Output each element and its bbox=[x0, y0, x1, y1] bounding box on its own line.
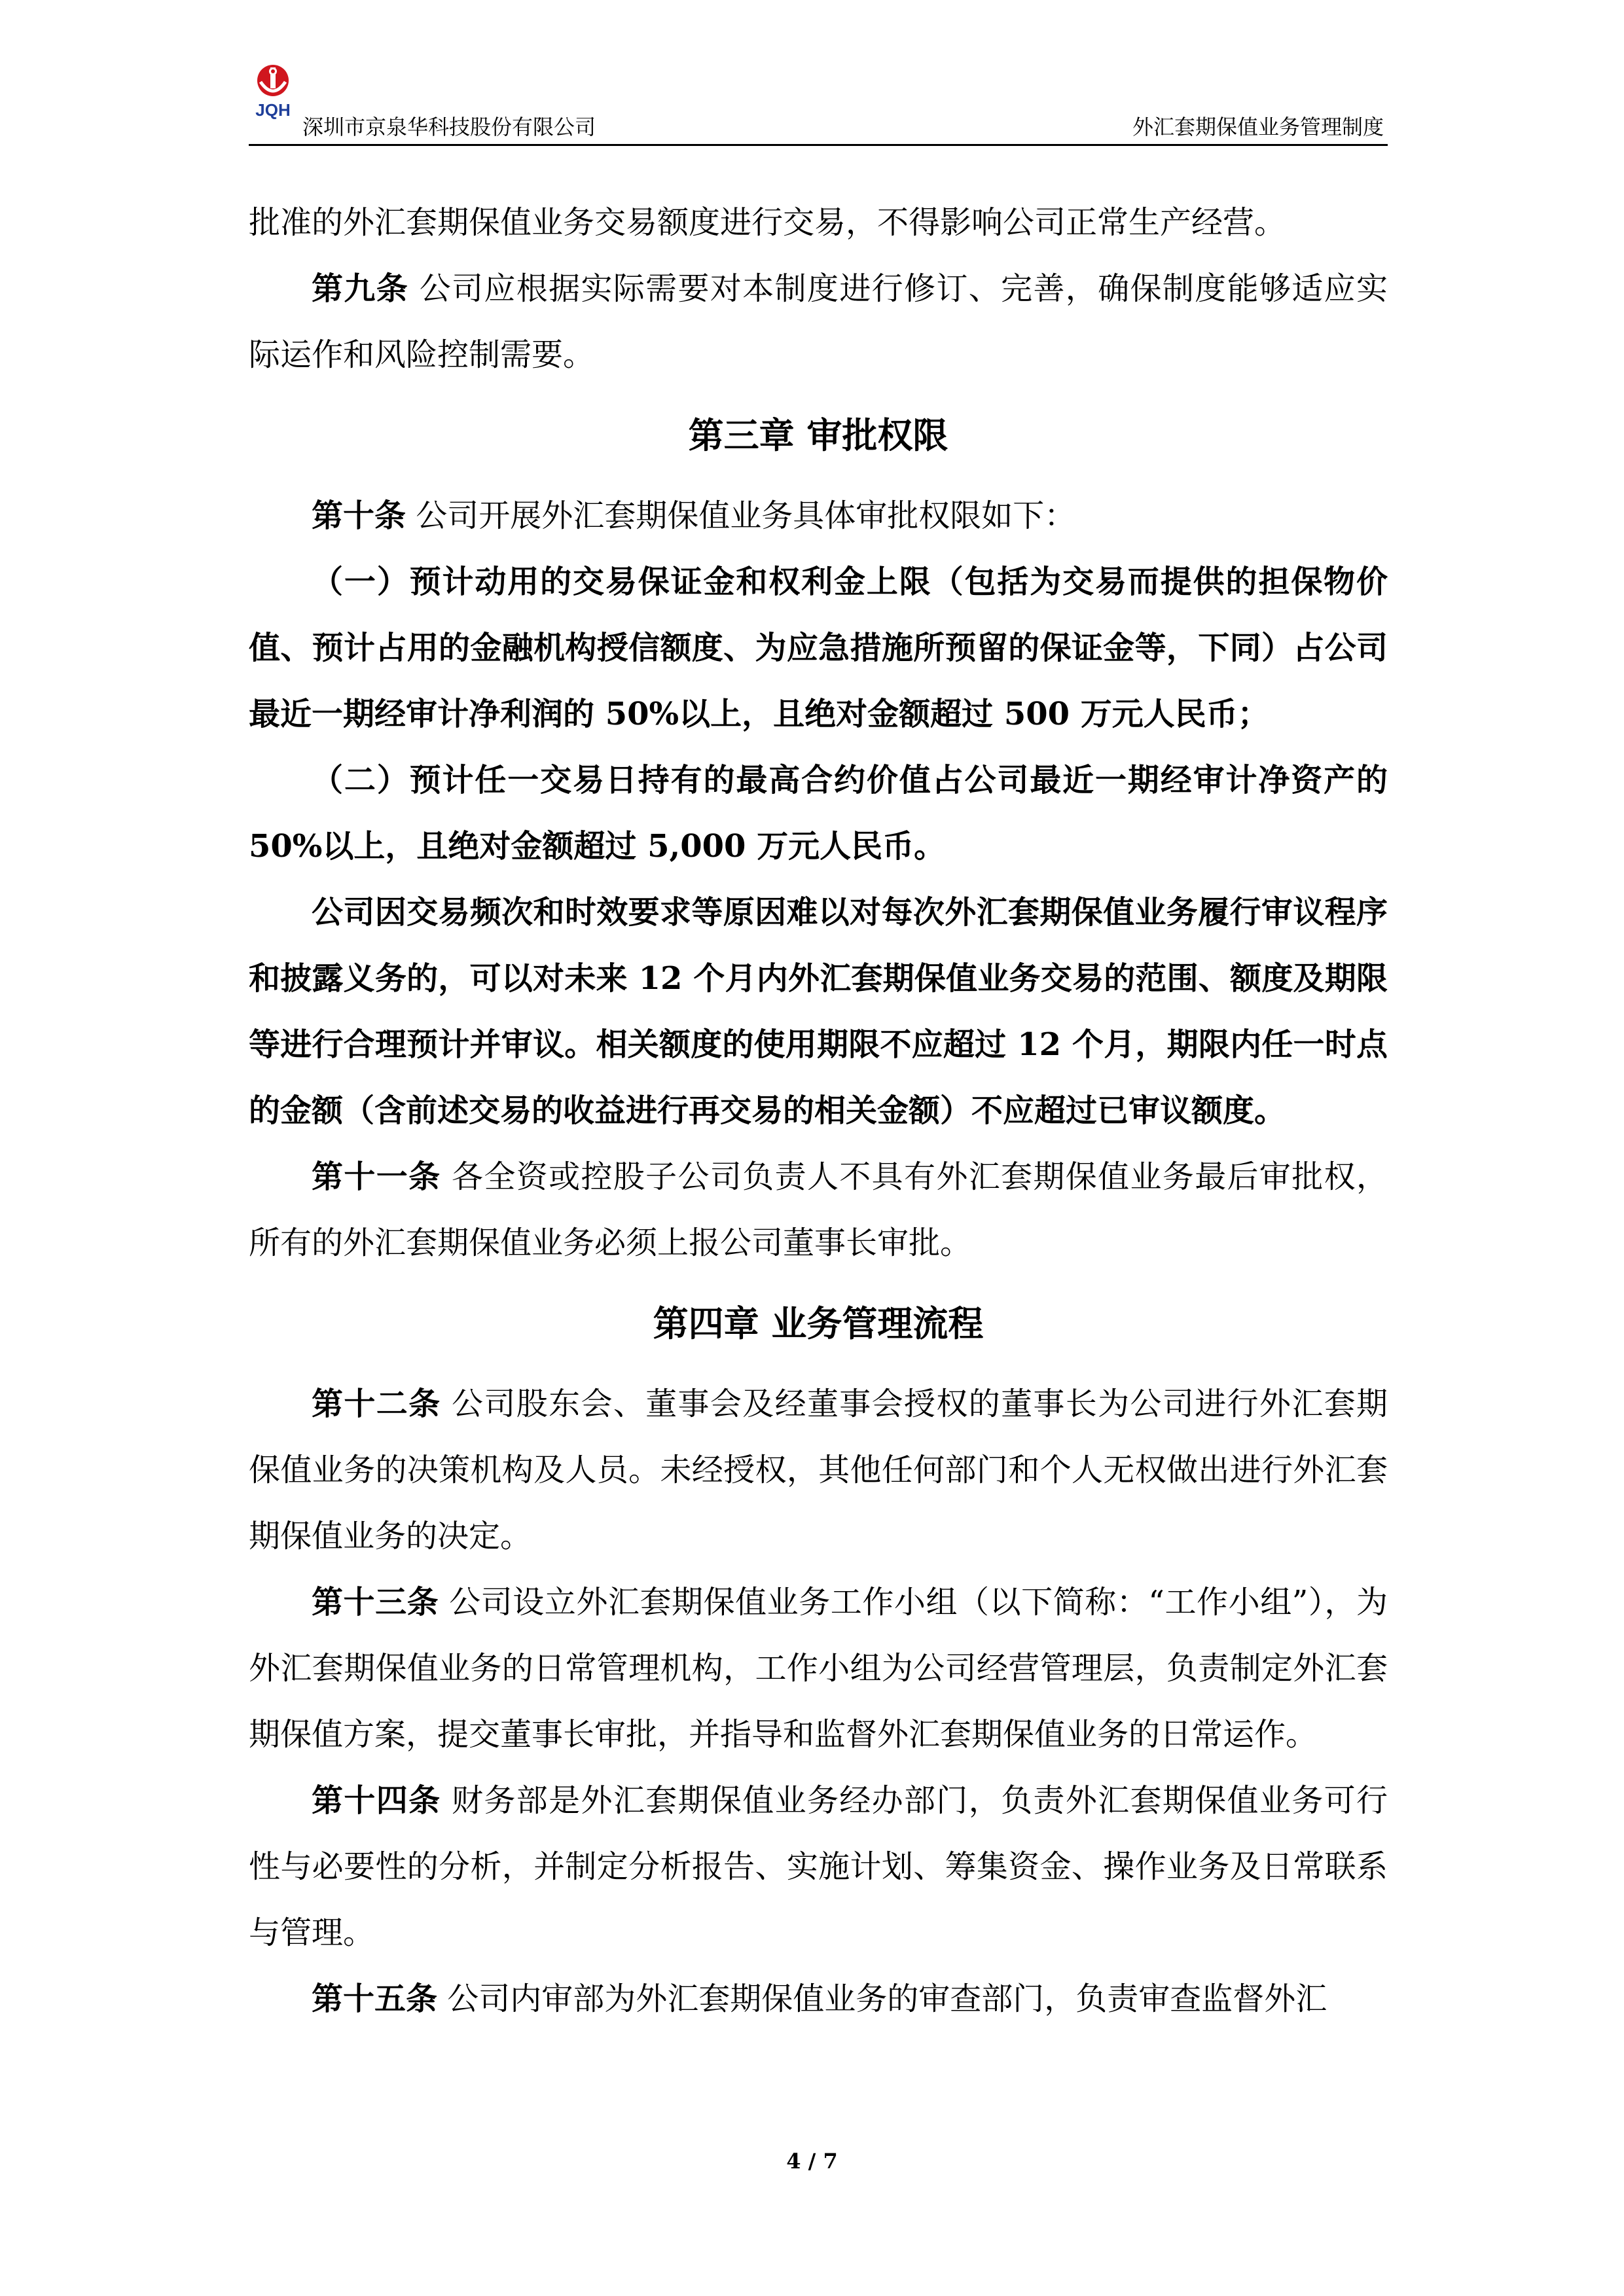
logo-text: JQH bbox=[255, 100, 291, 120]
article-10 bbox=[249, 483, 1388, 549]
article-text: 公司内审部为外汇套期保值业务的审查部门，负责审查监督外汇 bbox=[447, 1981, 1327, 2017]
article-label: 第十五条 bbox=[312, 1981, 438, 2017]
article-10-item-2: （二）预计任一交易日持有的最高合约价值占公司最近一期经审计净资产的 50%以上，且绝对金额超过 5,000 万元人民币。 bbox=[249, 762, 1388, 865]
article-label: 第十二条 bbox=[312, 1386, 441, 1422]
article-label: 第九条 bbox=[312, 270, 409, 307]
article-13 bbox=[249, 1570, 1388, 1768]
article-12 bbox=[249, 1371, 1388, 1570]
company-logo bbox=[249, 62, 298, 141]
article-text: 公司设立外汇套期保值业务工作小组（以下简称：“工作小组”），为外汇套期保值业务的日常管理机构，工作小组为公司经营管理层，负责制定外汇套期保值方案，提交董事长审批，并指导和监督外汇套期保值业务的日常运作。 bbox=[249, 1584, 1388, 1753]
article-text: 各全资或控股子公司负责人不具有外汇套期保值业务最后审批权，所有的外汇套期保值业务必须上报公司董事长审批。 bbox=[249, 1158, 1388, 1261]
document-title: 外汇套期保值业务管理制度 bbox=[1132, 115, 1384, 139]
article-text: 财务部是外汇套期保值业务经办部门，负责外汇套期保值业务可行性与必要性的分析，并制定分析报告、实施计划、筹集资金、操作业务及日常联系与管理。 bbox=[249, 1782, 1388, 1951]
article-10-item-1: （一）预计动用的交易保证金和权利金上限（包括为交易而提供的担保物价值、预计占用的金融机构授信额度、为应急措施所预留的保证金等，下同）占公司最近一期经审计净利润的 50%以上，且绝对金额超过 500 万元人民币； bbox=[249, 564, 1388, 732]
article-9 bbox=[249, 256, 1388, 388]
article-11 bbox=[249, 1144, 1388, 1276]
article-10-note: 公司因交易频次和时效要求等原因难以对每次外汇套期保值业务履行审议程序和披露义务的，可以对未来 12 个月内外汇套期保值业务交易的范围、额度及期限等进行合理预计并审议。相关额度的使用期限不应超过 12 个月，期限内任一时点的金额（含前述交易的收益进行再交易的相关金额）不应超过已审议额度。 bbox=[249, 894, 1388, 1129]
article-text: 公司股东会、董事会及经董事会授权的董事长为公司进行外汇套期保值业务的决策机构及人员。未经授权，其他任何部门和个人无权做出进行外汇套期保值业务的决定。 bbox=[249, 1386, 1388, 1554]
company-name: 深圳市京泉华科技股份有限公司 bbox=[302, 115, 596, 139]
page-header bbox=[249, 62, 1388, 146]
article-label: 第十一条 bbox=[312, 1158, 441, 1195]
article-14 bbox=[249, 1768, 1388, 1966]
article-label: 第十四条 bbox=[312, 1782, 441, 1819]
page-number: 4 / 7 bbox=[786, 2149, 838, 2174]
chapter-3-title: 第三章 审批权限 bbox=[688, 414, 948, 456]
chapter-4-title: 第四章 业务管理流程 bbox=[653, 1302, 984, 1344]
document-body bbox=[249, 190, 1388, 2032]
article-text: 公司应根据实际需要对本制度进行修订、完善，确保制度能够适应实际运作和风险控制需要。 bbox=[249, 270, 1388, 373]
continued-paragraph: 批准的外汇套期保值业务交易额度进行交易，不得影响公司正常生产经营。 bbox=[249, 204, 1286, 241]
article-label: 第十条 bbox=[312, 497, 406, 534]
article-label: 第十三条 bbox=[312, 1584, 439, 1621]
article-text: 公司开展外汇套期保值业务具体审批权限如下： bbox=[416, 497, 1076, 534]
article-15 bbox=[249, 1966, 1388, 2032]
